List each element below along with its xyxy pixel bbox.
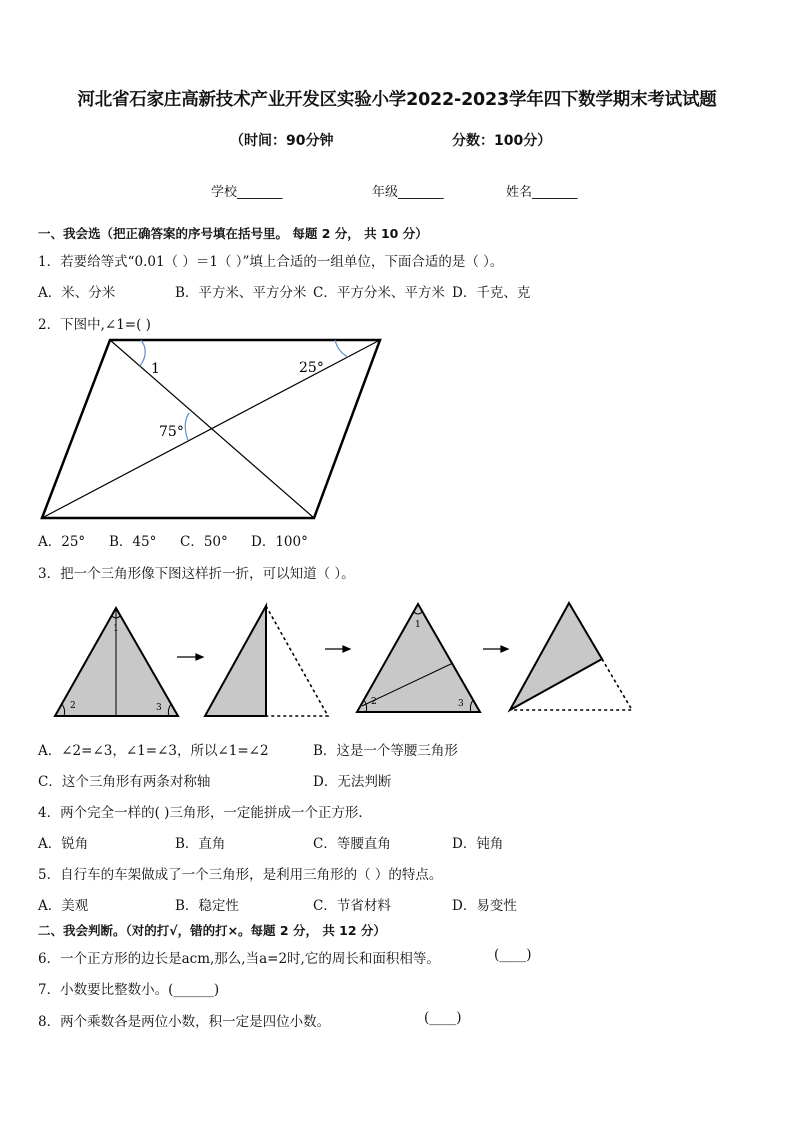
section-heading: 一、我会选（把正确答案的序号填在括号里。 每题 2 分， 共 10 分） [38,226,428,241]
arrow-icon [483,646,508,652]
q5-option-d: D．易变性 [452,898,517,914]
question-1: 1．若要给等式“0.01（ ）＝1（ ）”填上合适的一组单位，下面合适的是（ ）。 [38,254,504,270]
angle-1-label: 1 [151,361,160,377]
q4-option-b: B．直角 [175,836,226,852]
triangle-2 [205,606,328,716]
school-field: 学校_______ [211,185,283,200]
question-6: 6．一个正方形的边长是acm,那么,当a=2时,它的周长和面积相等。 [38,951,440,967]
page-title: 河北省石家庄高新技术产业开发区实验小学2022-2023学年四下数学期末考试试题 [77,90,717,110]
q4-option-a: A．锐角 [38,836,89,852]
q1-option-b: B．平方米、平方分米 [175,285,307,301]
question-2: 2．下图中,∠1=( ) [38,317,151,333]
arrow-icon [177,654,203,660]
q1-option-a: A．米、分米 [38,285,116,301]
question-3: 3．把一个三角形像下图这样折一折，可以知道（ ）。 [38,566,355,582]
triangle-1 [55,608,178,716]
triangle-3 [357,604,480,712]
tri1-angle-2: 2 [70,701,76,711]
question-7: 7．小数要比整数小。(______) [38,982,220,998]
tri3-angle-1: 1 [415,620,421,630]
question-5: 5．自行车的车架做成了一个三角形，是利用三角形的（ ）的特点。 [38,867,443,883]
arrow-icon [325,646,350,652]
q3-option-d: D．无法判断 [313,774,392,790]
angle-25-label: 25° [299,360,324,376]
triangle-4 [510,603,632,710]
grade-field: 年级_______ [372,185,444,200]
q2-option-a: A．25° [38,534,86,550]
q8-answer-blank[interactable]: (____) [424,1010,462,1026]
q3-option-b: B．这是一个等腰三角形 [313,743,458,759]
q2-option-c: C．50° [180,534,228,550]
q6-answer-blank[interactable]: (____) [494,947,532,963]
q5-option-c: C．节省材料 [313,898,391,914]
q4-option-d: D．钝角 [452,836,504,852]
tri1-angle-1: 1 [113,624,119,634]
q1-option-c: C．平方分米、平方米 [313,285,445,301]
q2-option-b: B．45° [109,534,157,550]
exam-time: （时间：90分钟 [230,133,334,149]
q5-option-a: A．美观 [38,898,89,914]
q3-option-a: A．∠2=∠3，∠1=∠3，所以∠1=∠2 [38,743,269,759]
q4-option-c: C．等腰直角 [313,836,391,852]
exam-score: 分数：100分） [452,133,552,149]
section-heading: 二、我会判断。（对的打√，错的打×。每题 2 分， 共 12 分） [38,923,386,938]
name-field: 姓名_______ [506,185,578,200]
question-4: 4．两个完全一样的( )三角形，一定能拼成一个正方形． [38,805,372,821]
q2-option-d: D．100° [251,534,308,550]
angle-75-label: 75° [159,424,184,440]
question-8: 8．两个乘数各是两位小数，积一定是四位小数。 [38,1014,331,1030]
q1-option-d: D．千克、克 [452,285,531,301]
tri3-angle-2: 2 [371,697,377,707]
q3-option-c: C．这个三角形有两条对称轴 [38,774,211,790]
tri1-angle-3: 3 [156,703,162,713]
tri3-angle-3: 3 [458,699,464,709]
q5-option-b: B．稳定性 [175,898,239,914]
